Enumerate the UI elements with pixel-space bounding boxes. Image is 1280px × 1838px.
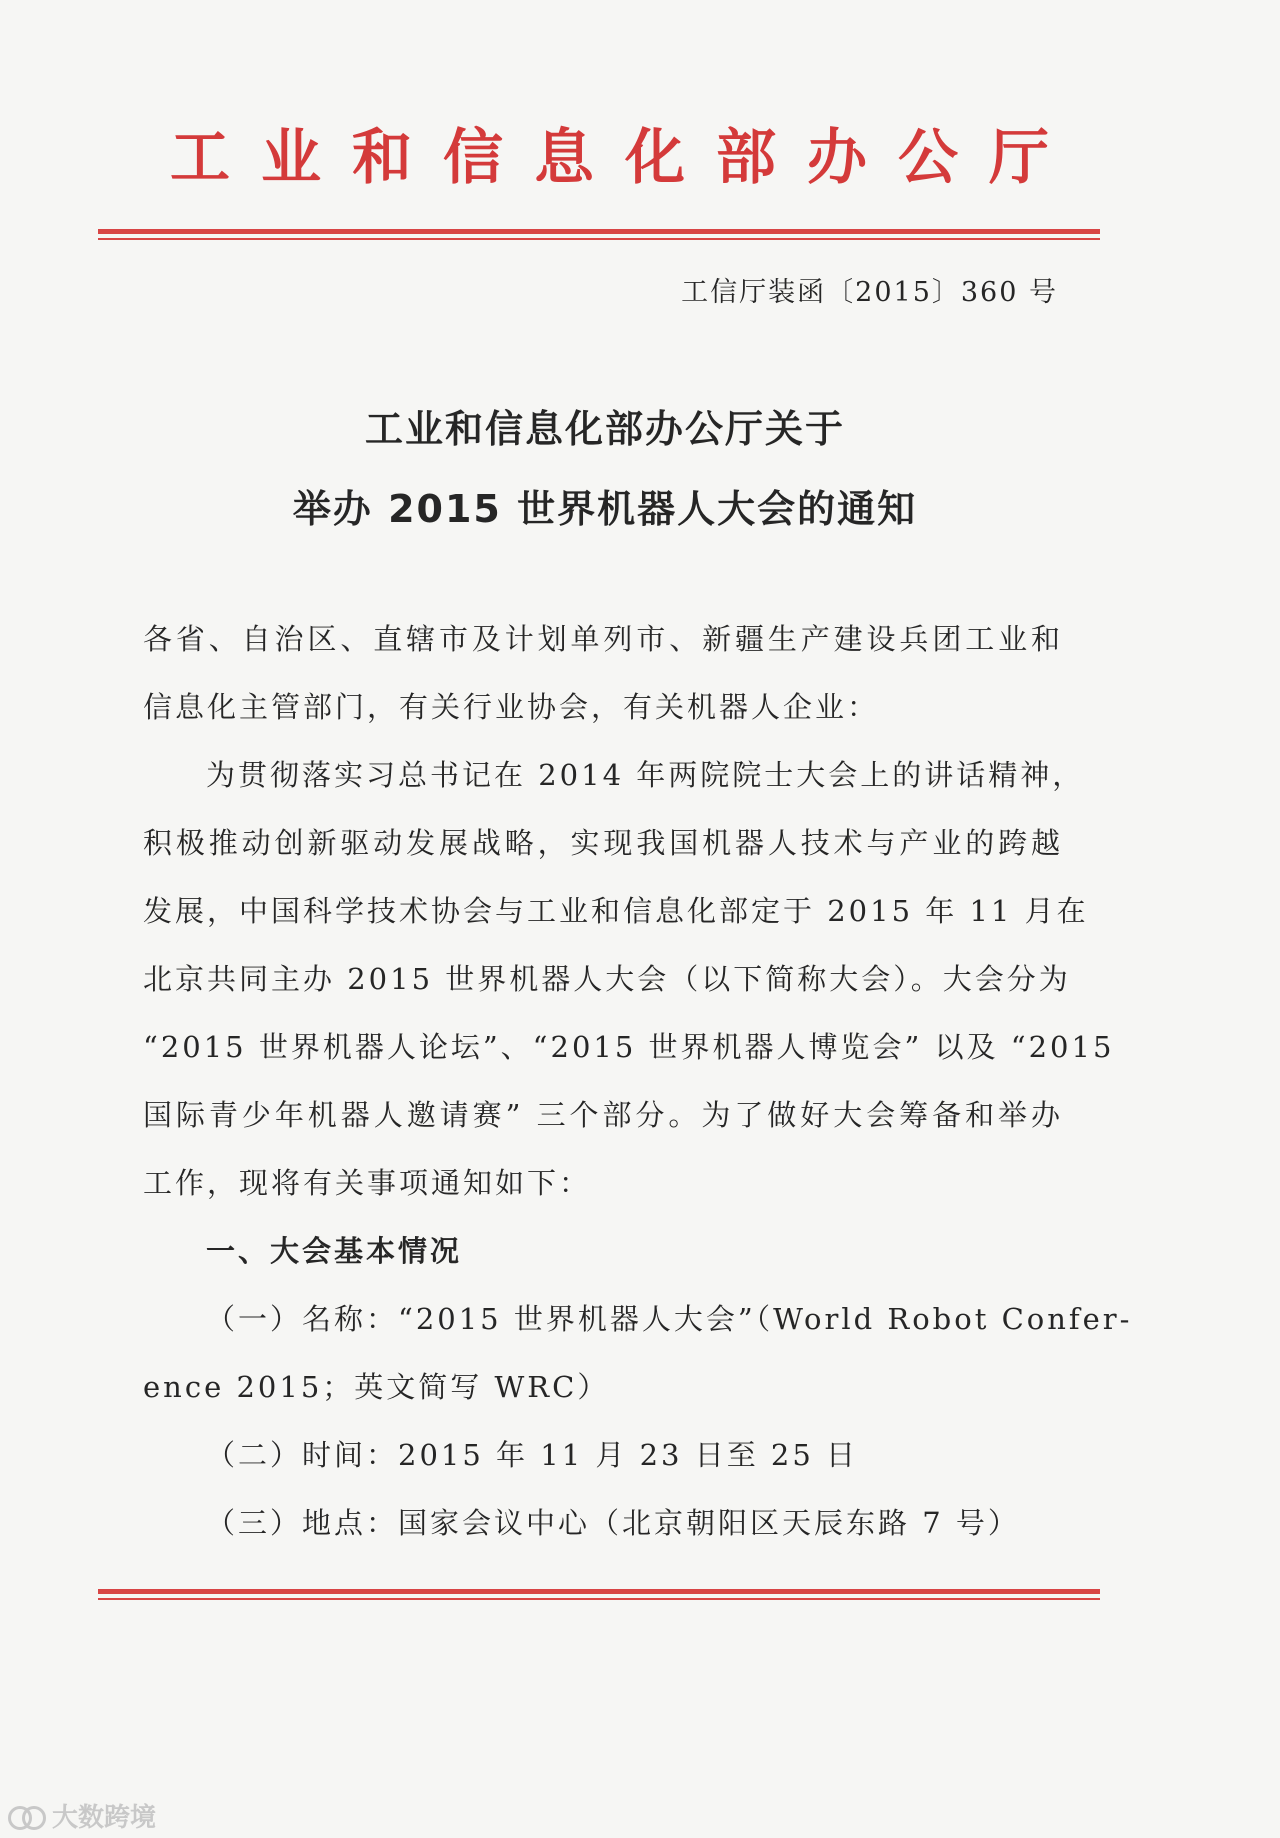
watermark-text: 大数跨境 [52,1803,157,1833]
watermark-logo-icon [8,1804,46,1828]
document-number: 工信厅装函〔2015〕360 号 [681,277,1058,308]
body-line-addressee: 信息化主管部门，有关行业协会，有关机器人企业： [143,690,880,724]
letterhead-org-name: 工业和信息化部办公厅 [170,123,1080,193]
footer-red-rule [98,1589,1100,1600]
document-title-line-1: 工业和信息化部办公厅关于 [364,407,845,451]
document-title-line-2: 举办 2015 世界机器人大会的通知 [292,487,918,531]
body-line-paragraph: 发展，中国科学技术协会与工业和信息化部定于 2015 年 11 月在 [143,894,1089,928]
body-line-item-name: ence 2015；英文简写 WRC） [143,1370,610,1404]
body-line-addressee: 各省、自治区、直辖市及计划单列市、新疆生产建设兵团工业和 [143,622,1063,656]
letterhead-red-rule [98,229,1100,240]
section-heading: 一、大会基本情况 [206,1234,463,1268]
body-line-paragraph: 工作，现将有关事项通知如下： [143,1166,592,1200]
body-line-item-location: （三）地点：国家会议中心（北京朝阳区天辰东路 7 号） [206,1506,1020,1540]
watermark [8,1797,156,1834]
body-line-paragraph: 国际青少年机器人邀请赛” 三个部分。为了做好大会筹备和举办 [143,1098,1063,1132]
body-line-paragraph: 为贯彻落实习总书记在 2014 年两院院士大会上的讲话精神， [206,758,1085,792]
body-line-paragraph: 积极推动创新驱动发展战略，实现我国机器人技术与产业的跨越 [143,826,1063,860]
document-body [143,612,1133,1564]
body-line-item-time: （二）时间：2015 年 11 月 23 日至 25 日 [206,1438,859,1472]
body-line-paragraph: 北京共同主办 2015 世界机器人大会（以下简称大会）。大会分为 [143,962,1071,996]
body-line-item-name: （一）名称：“2015 世界机器人大会”（World Robot Confer- [206,1302,1133,1336]
body-line-paragraph: “2015 世界机器人论坛”、“2015 世界机器人博览会” 以及 “2015 [143,1030,1115,1064]
